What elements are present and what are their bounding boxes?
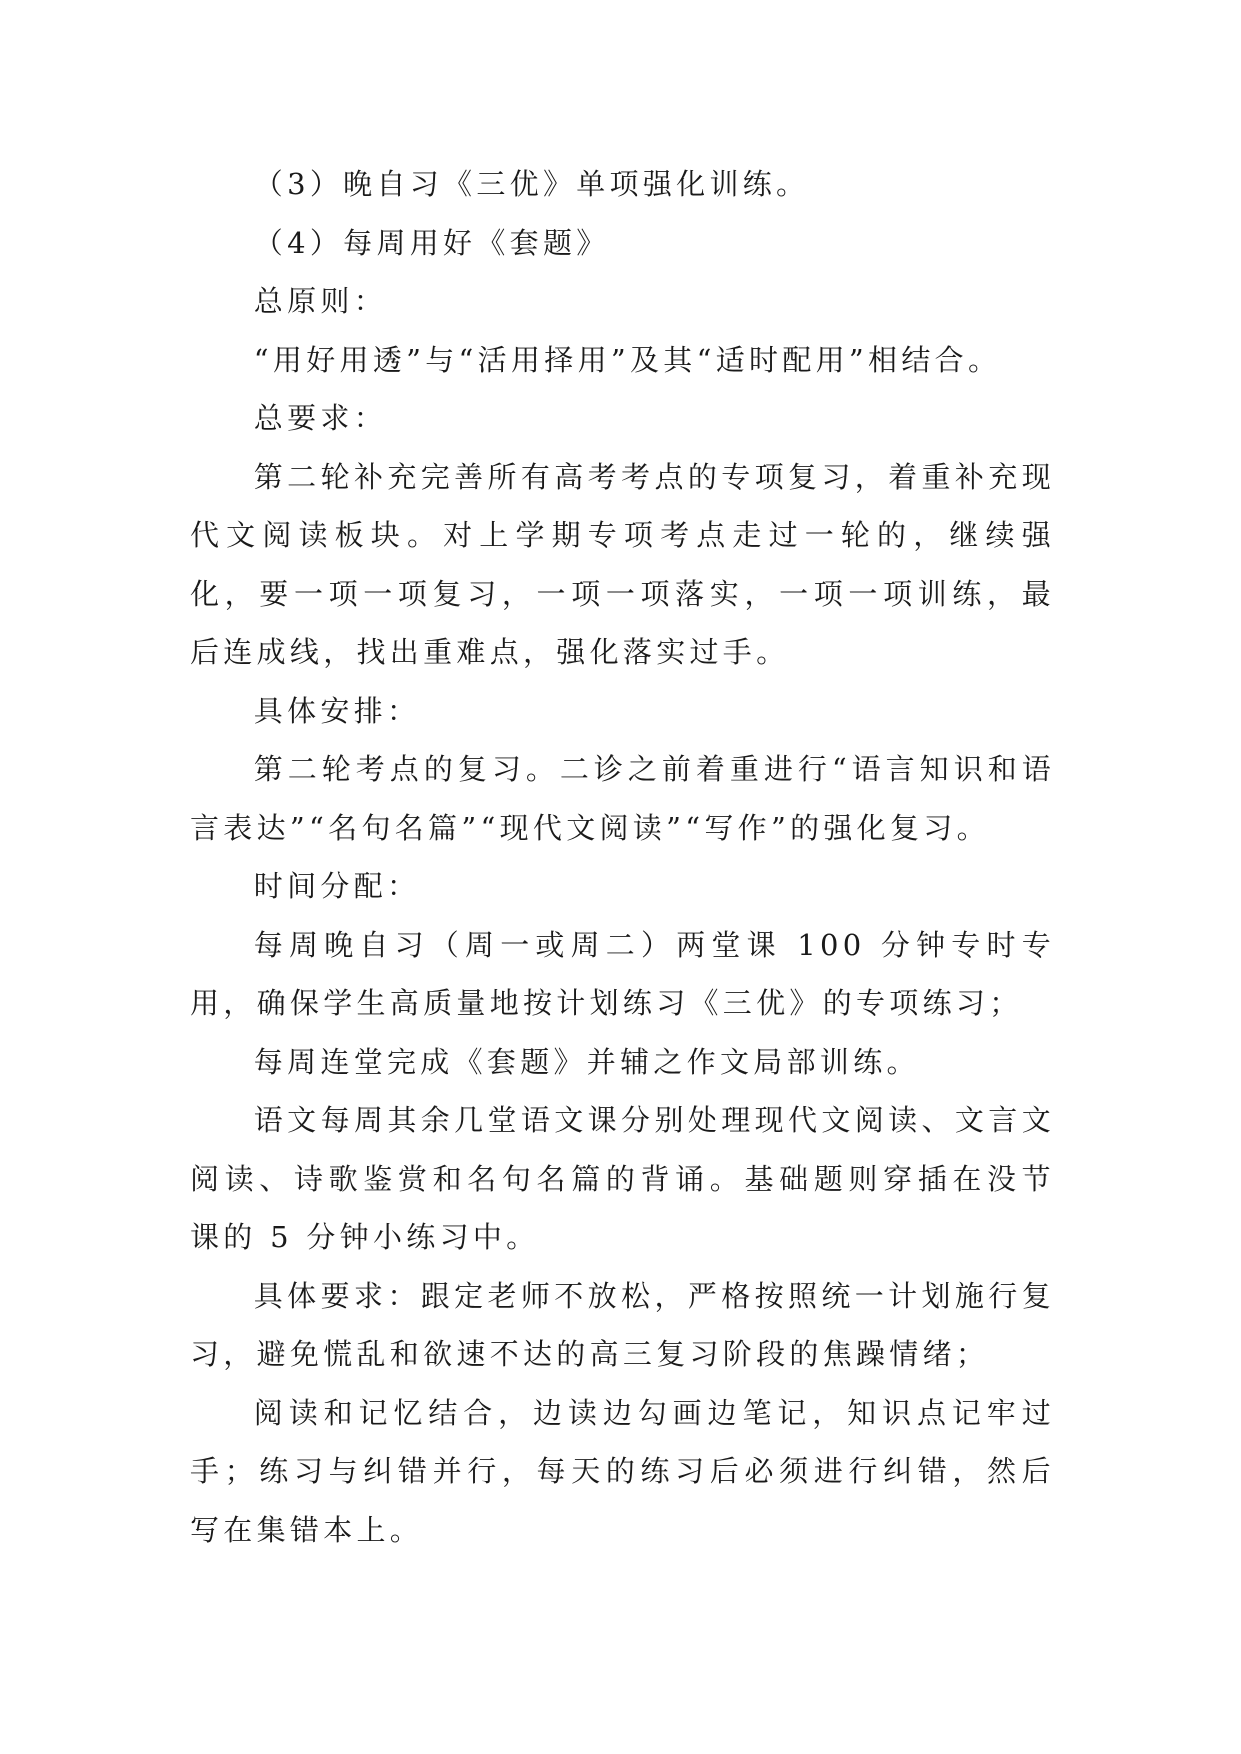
paragraph-weekly-test-sets: 每周连堂完成《套题》并辅之作文局部训练。 bbox=[253, 1044, 920, 1079]
paragraph-specific-requirements: 具体要求：跟定老师不放松，严格按照统一计划施行复习，避免慌乱和欲速不达的高三复习阶段的焦躁情绪； bbox=[190, 1278, 1055, 1371]
paragraph-general-requirements: 第二轮补充完善所有高考考点的专项复习，着重补充现代文阅读板块。对上学期专项考点走过一轮的，继续强化，要一项一项复习，一项一项落实，一项一项训练，最后连成线，找出重难点，强化落实过手。 bbox=[190, 459, 1055, 669]
heading-time-allocation: 时间分配： bbox=[253, 869, 421, 903]
heading-general-requirements: 总要求： bbox=[253, 401, 387, 435]
paragraph-evening-study-time: 每周晚自习（周一或周二）两堂课 100 分钟专时专用，确保学生高质量地按计划练习《三优》的专项练习； bbox=[190, 927, 1055, 1020]
paragraph-item-4-weekly-test-sets: （4）每周用好《套题》 bbox=[253, 225, 610, 260]
document-body bbox=[190, 155, 1055, 1559]
paragraph-general-principle: “用好用透”与“活用择用”及其“适时配用”相结合。 bbox=[253, 342, 1002, 377]
paragraph-item-3-evening-study: （3）晚自习《三优》单项强化训练。 bbox=[253, 167, 810, 201]
heading-specific-arrangement: 具体安排： bbox=[253, 693, 421, 728]
paragraph-specific-arrangement: 第二轮考点的复习。二诊之前着重进行“语言知识和语言表达”“名句名篇”“现代文阅读”“写作”的强化复习。 bbox=[190, 752, 1055, 845]
heading-general-principle: 总原则： bbox=[253, 284, 387, 318]
paragraph-other-classes: 语文每周其余几堂语文课分别处理现代文阅读、文言文阅读、诗歌鉴赏和名句名篇的背诵。基础题则穿插在没节课的 5 分钟小练习中。 bbox=[190, 1103, 1055, 1254]
paragraph-reading-memory: 阅读和记忆结合，边读边勾画边笔记，知识点记牢过手；练习与纠错并行，每天的练习后必须进行纠错，然后写在集错本上。 bbox=[190, 1395, 1055, 1547]
